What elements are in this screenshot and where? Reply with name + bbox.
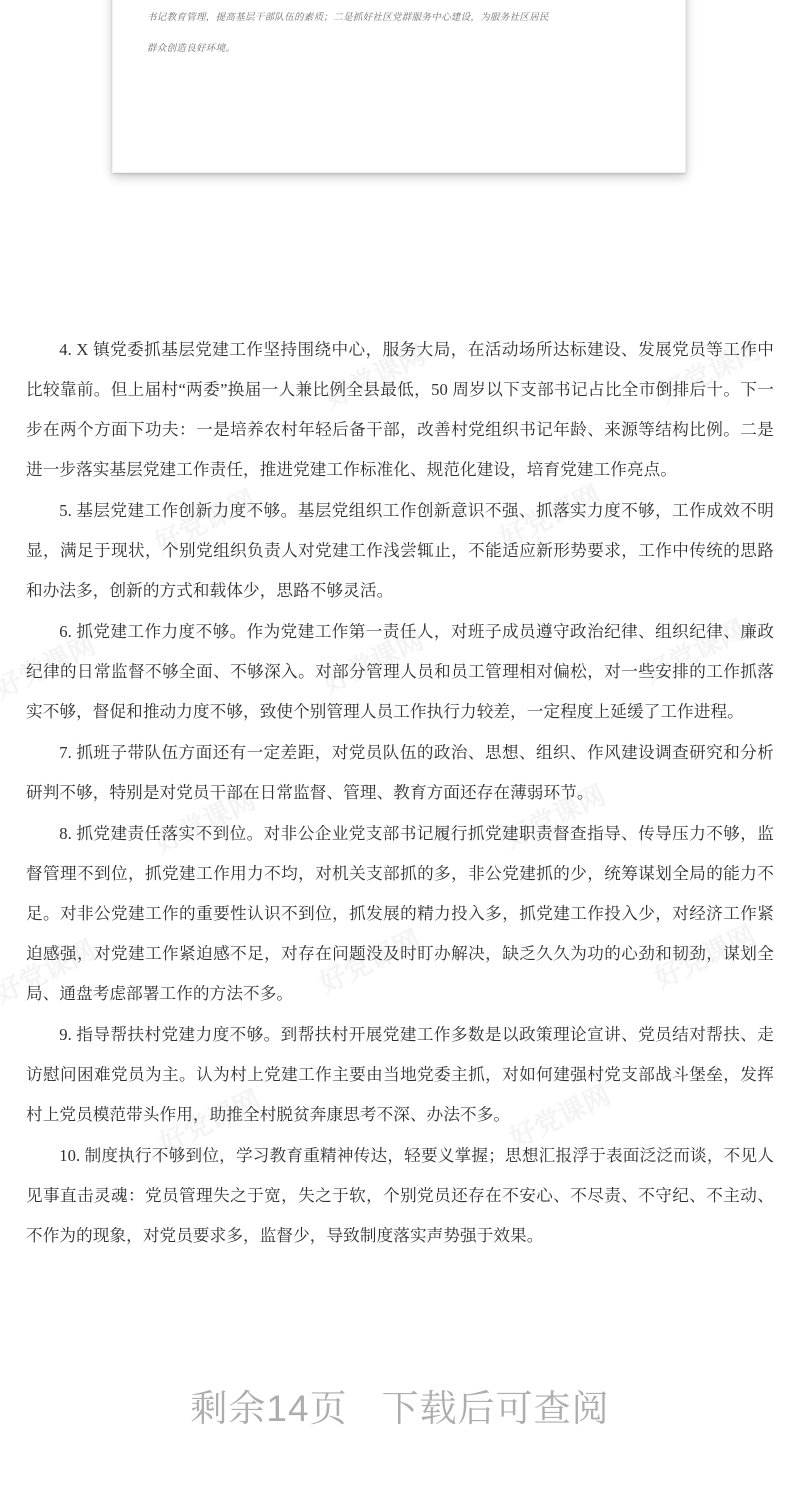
remaining-pages-label: 剩余14页 (190, 1388, 348, 1429)
previous-page-preview-card (112, 0, 686, 173)
document-paragraph: 4. X 镇党委抓基层党建工作坚持围绕中心，服务大局，在活动场所达标建设、发展党员等工作中比较靠前。但上届村“两委”换届一人兼比例全县最低，50 周岁以下支部书记占比全市倒排后十。下一步在两个方面下功夫：一是培养农村年轻后备干部，改善村党组织书记年龄、来源等结构比例。二是进一步落实基层党建工作责任，推进党建工作标准化、规范化建设，培育党建工作亮点。 (26, 340, 774, 479)
document-body (0, 330, 800, 1257)
preview-card-line: 群众创造良好环境。 (147, 44, 236, 54)
document-paragraph: 8. 抓党建责任落实不到位。对非公企业党支部书记履行抓党建职责督查指导、传导压力不够，监督管理不到位，抓党建工作用力不均，对机关支部抓的多，非公党建抓的少，统筹谋划全局的能力不足。对非公党建工作的重要性认识不到位，抓发展的精力投入多，抓党建工作投入少，对经济工作紧迫感强，对党建工作紧迫感不足，对存在问题没及时盯办解决，缺乏久久为功的心劲和韧劲，谋划全局、通盘考虑部署工作的方法不多。 (26, 824, 774, 1003)
document-paragraph: 9. 指导帮扶村党建力度不够。到帮扶村开展党建工作多数是以政策理论宣讲、党员结对帮扶、走访慰问困难党员为主。认为村上党建工作主要由当地党委主抓，对如何建强村党支部战斗堡垒，发挥村上党员模范带头作用，助推全村脱贫奔康思考不深、办法不多。 (26, 1025, 774, 1124)
document-paragraph: 7. 抓班子带队伍方面还有一定差距，对党员队伍的政治、思想、组织、作风建设调查研究和分析研判不够，特别是对党员干部在日常监督、管理、教育方面还存在薄弱环节。 (26, 743, 774, 802)
download-hint-label: 下载后可查阅 (381, 1388, 610, 1429)
download-prompt-footer (0, 1378, 800, 1432)
document-paragraph: 5. 基层党建工作创新力度不够。基层党组织工作创新意识不强、抓落实力度不够，工作成效不明显，满足于现状，个别党组织负责人对党建工作浅尝辄止，不能适应新形势要求，工作中传统的思路和办法多，创新的方式和载体少，思路不够灵活。 (26, 501, 774, 600)
document-paragraph: 10. 制度执行不够到位，学习教育重精神传达，轻要义掌握；思想汇报浮于表面泛泛而谈，不见人见事直击灵魂：党员管理失之于宽，失之于软，个别党员还存在不安心、不尽责、不守纪、不主动、不作为的现象，对党员要求多，监督少，导致制度落实声势强于效果。 (26, 1146, 774, 1245)
document-paragraph: 6. 抓党建工作力度不够。作为党建工作第一责任人，对班子成员遵守政治纪律、组织纪律、廉政纪律的日常监督不够全面、不够深入。对部分管理人员和员工管理相对偏松，对一些安排的工作抓落实不够，督促和推动力度不够，致使个别管理人员工作执行力较差，一定程度上延缓了工作进程。 (26, 622, 774, 721)
preview-card-line: 书记教育管理，提高基层干部队伍的素质；二是抓好社区党群服务中心建设，为服务社区居民 (147, 13, 549, 23)
preview-card-content (113, 0, 685, 65)
